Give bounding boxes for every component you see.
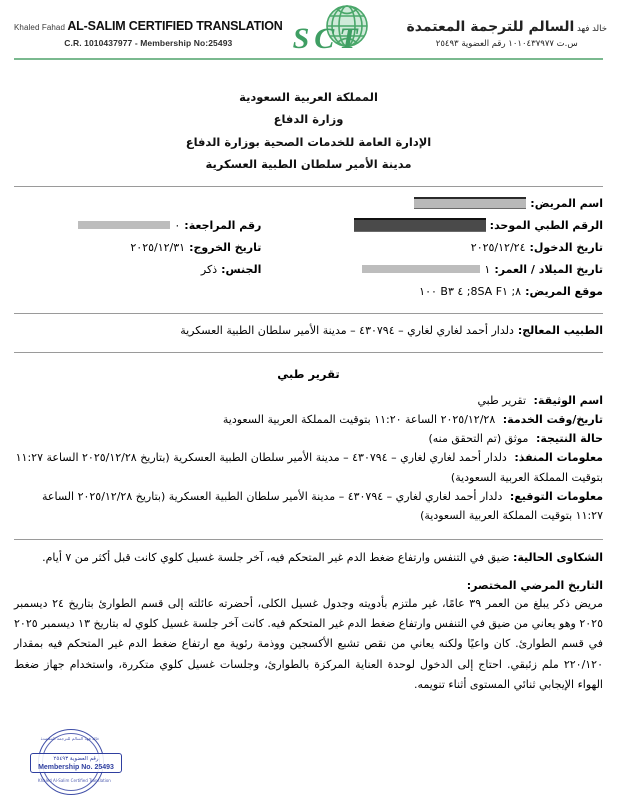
letterhead-english-title: AL-SALIM CERTIFIED TRANSLATION <box>67 19 283 34</box>
patient-reference-value: ٠ <box>174 219 181 233</box>
dob-gender-row <box>14 259 603 281</box>
executor-info-value: دلدار أحمد لغاري لغاري – ٤٣٠٧٩٤ – مدينة الأمير سلطان الطبية العسكرية (بتاريخ ٢٠٢٥/١٢/٢٨ الساعة ١١:٢٧ بتوقيت المملكة العربية السعودية) <box>15 451 603 484</box>
stamp-english-arc-text: Khaled Al-Salim Certified Translation <box>38 778 111 783</box>
discharge-date-label: تاريخ الخروج: <box>189 241 262 255</box>
patient-location-label: موقع المريض: <box>525 285 603 299</box>
result-status-row <box>14 429 603 448</box>
service-datetime-label: تاريخ/وقت الخدمة: <box>502 412 603 426</box>
letterhead <box>0 0 617 62</box>
document-content <box>0 86 617 696</box>
divider-top <box>14 186 603 187</box>
sct-logo <box>291 2 399 60</box>
signature-info-row <box>14 487 603 526</box>
dob-age-value: ١ <box>484 263 491 277</box>
stamp-arabic-arc-text: خالد فهد السالم للترجمة المعتمدة <box>40 736 100 741</box>
gender-field <box>14 263 261 276</box>
document-name-value: تقرير طبي <box>477 393 527 407</box>
divider-middle <box>14 313 603 314</box>
patient-mrn-row <box>14 215 603 237</box>
organization-header <box>14 86 603 176</box>
treating-physician-row <box>14 320 603 342</box>
treating-physician-field <box>14 324 603 337</box>
patient-name-label: اسم المريض: <box>530 197 603 211</box>
stamp-arabic-membership: رقم العضوية ٢٥٤٩٣ <box>53 756 99 762</box>
sct-logo-letters: SCT <box>292 22 363 55</box>
letterhead-arabic-prefix: خالد فهد <box>576 23 607 34</box>
translator-stamp <box>30 729 124 795</box>
letterhead-arabic-title-line <box>407 18 607 36</box>
current-complaints-label: الشكاوى الحالية: <box>512 551 603 565</box>
signature-info-value: دلدار أحمد لغاري لغاري – ٤٣٠٧٩٤ – مدينة الأمير سلطان الطبية العسكرية (بتاريخ ٢٠٢٥/١٢/٢٨ الساعة ١١:٢٧ بتوقيت المملكة العربية السعودية) <box>42 489 603 523</box>
organization-line-3: الإدارة العامة للخدمات الصحية بوزارة الدفاع <box>185 134 432 149</box>
patient-reference-field <box>14 219 261 232</box>
result-status-value: موثق (تم التحقق منه) <box>428 432 529 446</box>
gender-label: الجنس: <box>221 263 262 277</box>
executor-info-row <box>14 448 603 487</box>
patient-mrn-redaction <box>354 218 486 232</box>
patient-mrn-label: الرقم الطبي الموحد: <box>489 219 603 233</box>
organization-line-1: المملكة العربية السعودية <box>239 90 378 104</box>
treating-physician-label: الطبيب المعالج: <box>517 324 603 338</box>
brief-history-paragraph: مريض ذكر يبلغ من العمر ٣٩ عامًا، غير ملتزم بأدويته وجدول غسيل الكلى، أحضرته عائلته إلى قسم الطوارئ بتاريخ ٢٤ ديسمبر ٢٠٢٥ وهو يعاني من ضيق في التنفس وارتفاع ضغط الدم غير المتحكم فيه. كانت آخر جلسة غسيل كلوي له بتاريخ ١٣ ديسمبر ٢٠٢٥ في قسم الطوارئ. كان واعيًا ولكنه يعاني من نقص تشبع الأكسجين ووذمة رئوية مع ارتفاع ضغط الدم غير المتحكم فيه بمقدار ٢٢٠/١٢٠ ملم زئبقي. احتاج إلى الدخول لوحدة العناية المركزة بالطوارئ، وجلسات غسيل كلوي متكررة، واستخدام جهاز ضغط الهواء الإيجابي ثنائي المستوى أثناء تنويمه. <box>14 596 603 692</box>
admission-discharge-row <box>14 237 603 259</box>
dob-age-label: تاريخ الميلاد / العمر: <box>494 263 603 277</box>
current-complaints-paragraph <box>14 548 603 568</box>
brief-history-heading: التاريخ المرضي المختصر: <box>466 578 603 592</box>
letterhead-english-prefix: Khaled Fahad <box>14 23 66 33</box>
patient-location-value: ١٠٠ B٤ ٣ ;8SA F٨; ١ <box>419 285 522 299</box>
organization-line-4: مدينة الأمير سلطان الطبية العسكرية <box>205 157 412 172</box>
stamp-english-membership: Membership No. 25493 <box>38 764 114 771</box>
divider-clinical <box>14 539 603 540</box>
letterhead-rule <box>14 58 603 60</box>
patient-location-row <box>14 281 603 303</box>
patient-info-block <box>14 193 603 303</box>
service-datetime-row <box>14 410 603 429</box>
patient-reference-label: رقم المراجعة: <box>184 219 262 233</box>
letterhead-english-title-line <box>14 18 283 35</box>
organization-line-2: وزارة الدفاع <box>273 112 344 127</box>
dob-age-field <box>261 263 603 276</box>
result-status-label: حالة النتيجة: <box>535 432 603 446</box>
letterhead-english-registration: C.R. 1010437977 - Membership No:25493 <box>64 38 233 49</box>
signature-info-label: معلومات التوقيع: <box>509 489 603 503</box>
patient-name-row <box>14 193 603 215</box>
clinical-narrative <box>14 548 603 695</box>
patient-name-redaction <box>414 197 526 209</box>
treating-physician-value: دلدار أحمد لغاري لغاري – ٤٣٠٧٩٤ – مدينة الأمير سلطان الطبية العسكرية <box>180 324 514 338</box>
admission-date-value: ٢٠٢٥/١٢/٢٤ <box>470 241 526 255</box>
patient-mrn-field <box>261 219 603 233</box>
discharge-date-field <box>14 241 261 254</box>
executor-info-label: معلومات المنفذ: <box>514 451 603 465</box>
document-name-label: اسم الوثيقة: <box>533 393 603 407</box>
letterhead-arabic-registration: س.ت ١٠١٠٤٣٧٩٧٧ رقم العضوية ٢٥٤٩٣ <box>435 39 578 50</box>
dob-age-redaction <box>362 265 480 273</box>
gender-value: ذكر <box>200 263 218 277</box>
patient-location-field <box>14 285 603 298</box>
current-complaints-value: ضيق في التنفس وارتفاع ضغط الدم غير المتحكم فيه، آخر جلسة غسيل كلوي كانت قبل أكثر من ٧ أيام. <box>42 551 510 565</box>
service-datetime-value: ٢٠٢٥/١٢/٢٨ الساعة ١١:٢٠ بتوقيت المملكة العربية السعودية <box>222 412 496 426</box>
discharge-date-value: ٢٠٢٥/١٢/٣١ <box>130 241 186 255</box>
admission-date-field <box>261 241 603 254</box>
report-title: تقرير طبي <box>277 366 340 381</box>
letterhead-arabic <box>407 12 607 50</box>
divider-report <box>14 352 603 353</box>
patient-name-field <box>14 197 603 210</box>
report-metadata <box>14 391 603 526</box>
letterhead-english <box>14 12 283 49</box>
admission-date-label: تاريخ الدخول: <box>529 241 603 255</box>
document-name-row <box>14 391 603 410</box>
patient-reference-redaction <box>78 221 170 229</box>
stamp-membership-band <box>30 753 122 773</box>
letterhead-arabic-title: السالم للترجمة المعتمدة <box>406 18 575 35</box>
